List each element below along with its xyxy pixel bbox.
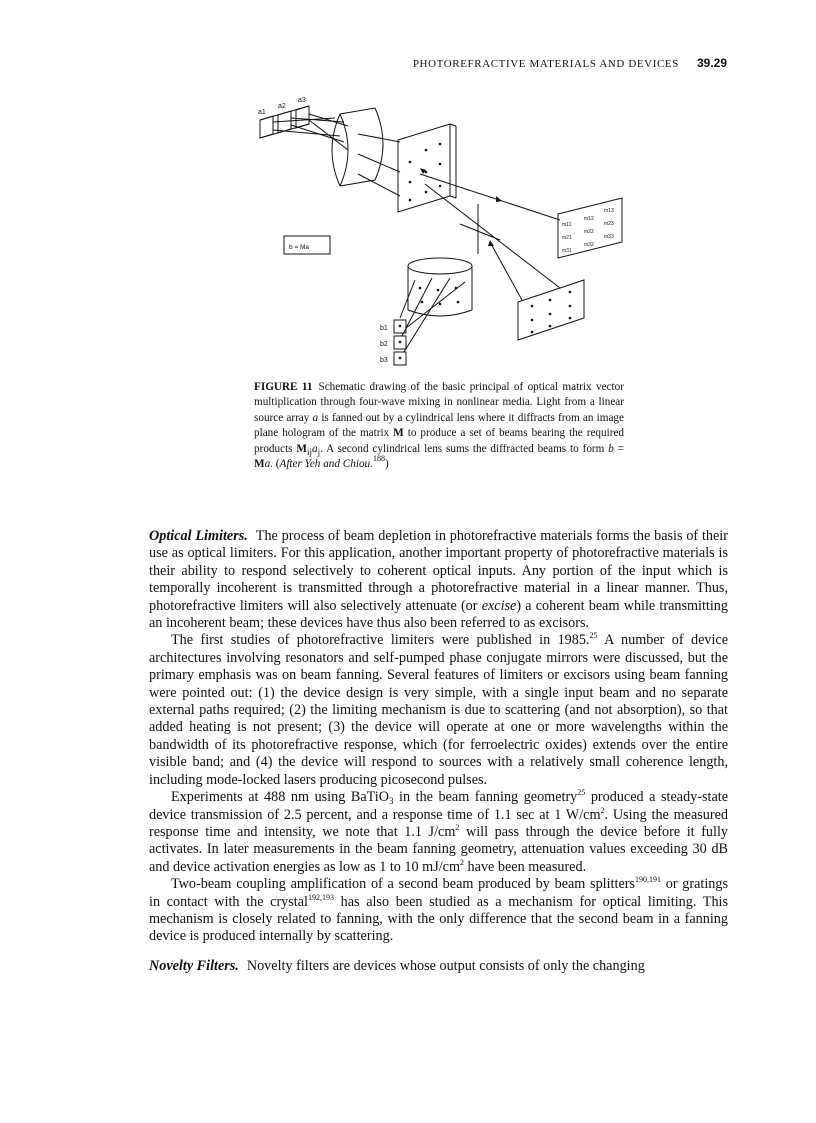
label-a2: a2 xyxy=(278,103,286,110)
matrix-m23: m23 xyxy=(604,221,614,227)
beam-to-output-plate xyxy=(425,184,560,288)
label-b2: b2 xyxy=(380,341,388,348)
running-title: PHOTOREFRACTIVE MATERIALS AND DEVICES xyxy=(412,58,679,70)
page-number: 39.29 xyxy=(696,56,727,70)
beam-splitter xyxy=(460,204,500,254)
label-a1: a1 xyxy=(258,109,266,116)
matrix-m33: m33 xyxy=(604,234,614,240)
equation-label: b = Ma xyxy=(289,244,310,251)
running-header xyxy=(0,54,727,72)
body-text xyxy=(149,528,728,975)
detector-dots xyxy=(399,325,402,360)
figure-11-diagram xyxy=(240,92,630,377)
hologram-plate xyxy=(398,124,456,212)
matrix-m31: m31 xyxy=(562,248,572,254)
output-plate xyxy=(518,280,584,340)
paragraph-optical-limiters: Optical Limiters. The process of beam depletion in photorefractive materials forms the basis of their use as optical limiters. For this application, another important property of photorefractive materials is their ability to respond selectively to coherent optical inputs. Any portion of the input which is temporally incoherent is transmitted through a photorefractive material in a linear manner. Thus, photorefractive limiters will also selectively attenuate (or excise) a coherent beam while transmitting an incoherent beam; these devices have thus also been referred to as excisors. xyxy=(149,528,728,632)
beam-to-output xyxy=(490,242,522,300)
beam-to-matrix xyxy=(420,174,560,220)
figure-caption: FIGURE 11 Schematic drawing of the basic principal of optical matrix vector multiplication through four-wave mixing in nonlinear media. Light from a linear source array a is fanned out by a cylindrical lens where it diffracts from an image plane hologram of the matrix M to produce a set of beams bearing the required products $M_{ij}a_j$. A second cylindrical lens sums the diffracted beams to form b = Ma. (After Yeh and Chiou.$^{188}$) xyxy=(254,381,625,471)
label-a3: a3 xyxy=(298,97,306,104)
paragraph-experiments: Experiments at 488 nm using BaTiO$_3$ in the beam fanning geometry$^{25}$ produced a steady-state device transmission of 2.5 percent, and a response time of 1.1 sec at 1 $W/cm^2$. Using the measured response time and intensity, we note that 1.1 $J/cm^2$ will pass through the device before it fully activates. In later measurements in the beam fanning geometry, attenuation values exceeding 30 dB and device activation energies as low as 1 to 10 $mJ/cm^2$ have been measured. xyxy=(149,788,729,875)
matrix-m21: m21 xyxy=(562,235,572,241)
label-b3: b3 xyxy=(380,357,388,364)
paragraph-novelty-filters: Novelty Filters. Novelty filters are devices whose output consists of only the changing xyxy=(149,957,645,974)
matrix-m32: m32 xyxy=(584,242,594,248)
matrix-m11: m11 xyxy=(562,222,572,228)
matrix-m12: m12 xyxy=(584,216,594,222)
matrix-m13: m13 xyxy=(604,208,614,214)
paragraph-two-beam-coupling: Two-beam coupling amplification of a second beam produced by beam splitters$^{190,191}$ or gratings in contact with the crystal$^{192,193}$ has also been studied as a mechanism for optical limiting. This mechanism is closely related to fanning, with the only difference that the second beam in a fanning device is produced internally by scattering. xyxy=(149,875,728,945)
label-b1: b1 xyxy=(380,325,388,332)
figure-label: FIGURE 11 xyxy=(254,381,313,393)
section-heading-optical-limiters: Optical Limiters. xyxy=(149,528,248,544)
source-array xyxy=(260,106,309,138)
cylindrical-lens-2 xyxy=(400,258,472,352)
section-heading-novelty-filters: Novelty Filters. xyxy=(149,957,239,974)
output-plate-dots xyxy=(531,291,572,334)
matrix-m22: m22 xyxy=(584,229,594,235)
paragraph-first-studies: The first studies of photorefractive limiters were published in 1985.25 A number of device architectures involving resonators and self-pumped phase conjugate mirrors were discussed, but the primary emphasis was on beam fanning. Several features of limiters or excisors using beam fanning were pointed out: (1) the device design is very simple, with a single input beam and no separate external paths required; (2) the limiting mechanism is due to scattering (and not absorption), so that added heating is not present; (3) the device will operate at one or more wavelengths within the bandwidth of its photorefractive response, which (for ferroelectric oxides) extends over the entire visible band; and (4) the device will respond to sources with a relatively small coherence length, including mode-locked lasers producing picosecond pulses. xyxy=(149,631,729,788)
cylindrical-lens-1 xyxy=(332,108,383,186)
